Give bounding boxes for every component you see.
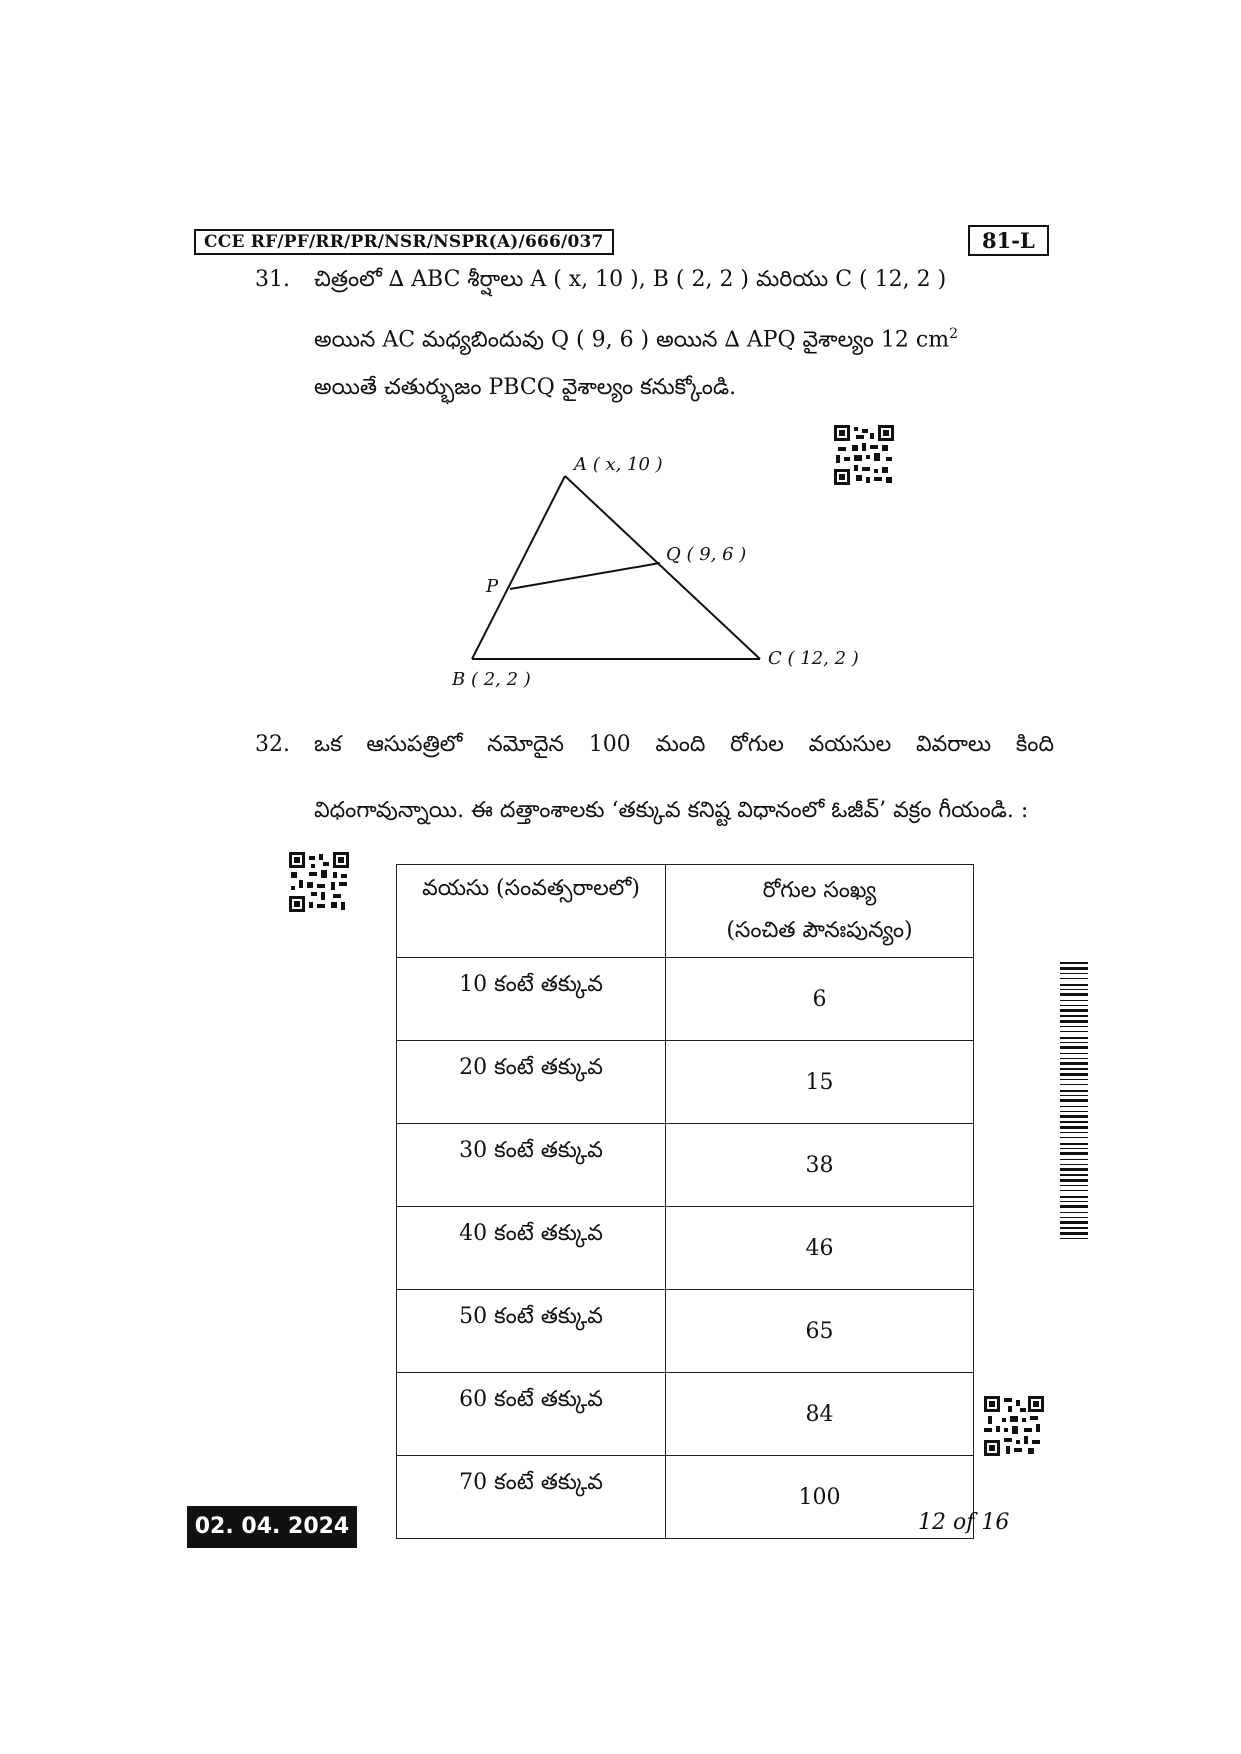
vertex-label-c: C ( 12, 2 ) bbox=[768, 648, 859, 669]
cell-count: 38 bbox=[666, 1124, 974, 1207]
table-row bbox=[397, 1456, 974, 1539]
cell-age: 40 కంటే తక్కువ bbox=[397, 1207, 666, 1290]
cumulative-frequency-table bbox=[396, 864, 974, 1539]
point-label-p: P bbox=[486, 576, 499, 597]
cell-count: 15 bbox=[666, 1041, 974, 1124]
cell-age: 10 కంటే తక్కువ bbox=[397, 958, 666, 1041]
triangle-figure bbox=[440, 440, 880, 700]
point-label-q: Q ( 9, 6 ) bbox=[666, 544, 747, 565]
q31-line2 bbox=[314, 319, 1054, 355]
q31-line3: అయితే చతుర్భుజం PBCQ వైశాల్యం కనుక్కోండి. bbox=[314, 375, 737, 400]
cell-count: 84 bbox=[666, 1373, 974, 1456]
vertex-label-b: B ( 2, 2 ) bbox=[452, 669, 531, 690]
cell-age: 50 కంటే తక్కువ bbox=[397, 1290, 666, 1373]
q32-line1: ఒక ఆసుపత్రిలో నమోదైన 100 మంది రోగుల వయసుల వివరాలు కింది bbox=[314, 732, 1054, 757]
cell-age: 20 కంటే తక్కువ bbox=[397, 1041, 666, 1124]
barcode-icon bbox=[1060, 962, 1088, 1240]
cell-age: 60 కంటే తక్కువ bbox=[397, 1373, 666, 1456]
segment-pq bbox=[510, 563, 660, 589]
q32-number: 32. bbox=[255, 732, 290, 757]
table-row bbox=[397, 958, 974, 1041]
q31-line2-superscript: 2 bbox=[949, 326, 959, 342]
cell-count: 46 bbox=[666, 1207, 974, 1290]
table-row bbox=[397, 1041, 974, 1124]
table-header-row bbox=[397, 865, 974, 958]
page-number: 12 of 16 bbox=[918, 1510, 1010, 1535]
header-count-line1: రోగుల సంఖ్య bbox=[762, 878, 877, 903]
cell-count: 65 bbox=[666, 1290, 974, 1373]
cell-age: 30 కంటే తక్కువ bbox=[397, 1124, 666, 1207]
q31-number: 31. bbox=[255, 267, 290, 292]
cell-count: 100 bbox=[666, 1456, 974, 1539]
table-row bbox=[397, 1373, 974, 1456]
cell-age: 70 కంటే తక్కువ bbox=[397, 1456, 666, 1539]
triangle-side-ab bbox=[472, 476, 565, 659]
qr-code-icon bbox=[984, 1396, 1044, 1456]
exam-date-badge: 02. 04. 2024 bbox=[187, 1506, 357, 1548]
cell-count: 6 bbox=[666, 958, 974, 1041]
table-row bbox=[397, 1290, 974, 1373]
table-row bbox=[397, 1124, 974, 1207]
vertex-label-a: A ( x, 10 ) bbox=[574, 454, 663, 475]
q31-line1: చిత్రంలో ∆ ABC శీర్షాలు A ( x, 10 ), B ( 2, 2 ) మరియు C ( 12, 2 ) bbox=[314, 267, 947, 292]
q31-line2-text: అయిన AC మధ్యబిందువు Q ( 9, 6 ) అయిన ∆ APQ వైశాల్యం 12 cm bbox=[314, 327, 950, 353]
exam-code-box: CCE RF/PF/RR/PR/NSR/NSPR(A)/666/037 bbox=[194, 229, 614, 255]
triangle-side-ac bbox=[565, 476, 760, 659]
paper-code-box: 81-L bbox=[968, 225, 1049, 256]
table-row bbox=[397, 1207, 974, 1290]
q32-line2: విధంగావున్నాయి. ఈ దత్తాంశాలకు ‘తక్కువ కనిష్ట విధానంలో ఓజీవ్’ వక్రం గీయండి. : bbox=[314, 798, 1029, 823]
qr-code-icon bbox=[289, 852, 349, 912]
header-age: వయసు (సంవత్సరాలలో) bbox=[397, 865, 666, 958]
header-count bbox=[666, 865, 974, 958]
header-count-line2: (సంచిత పౌనఃపున్యం) bbox=[726, 918, 913, 943]
